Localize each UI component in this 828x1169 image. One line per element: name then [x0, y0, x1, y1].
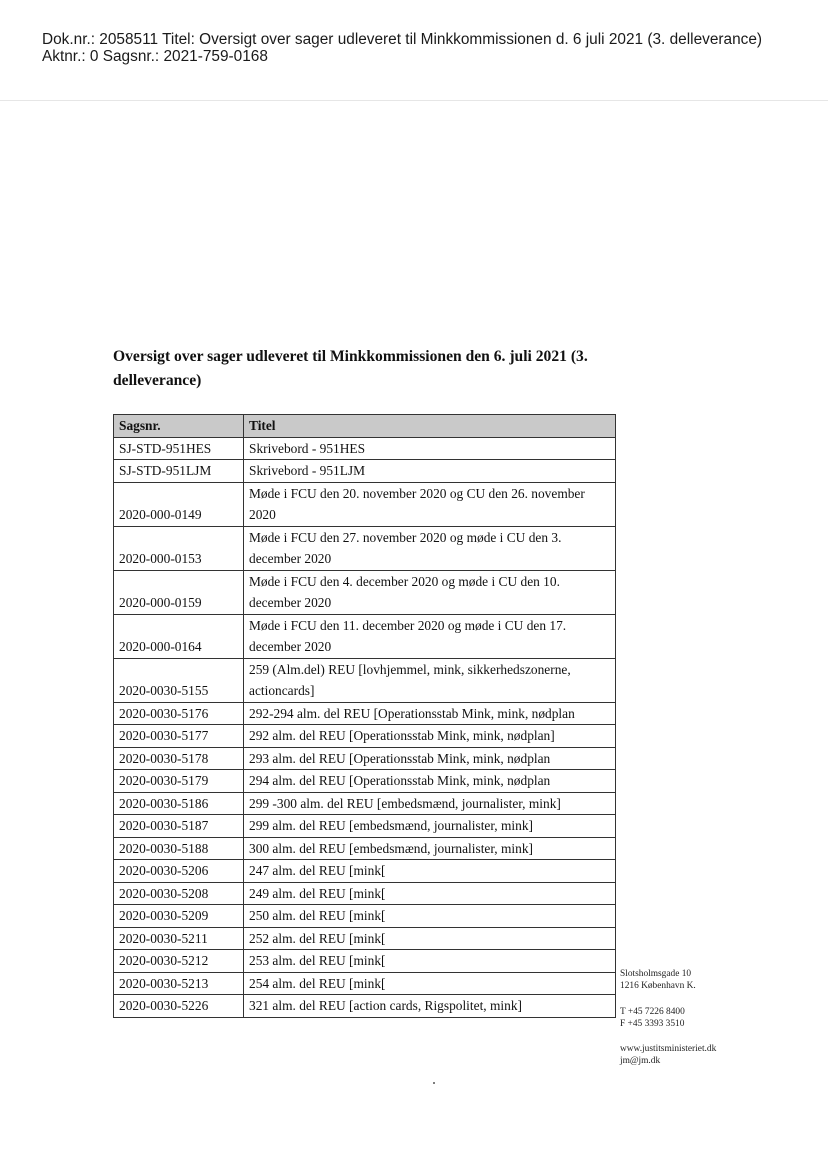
cell-titel: 292 alm. del REU [Operationsstab Mink, mink, nødplan]	[244, 725, 616, 748]
cell-titel: 321 alm. del REU [action cards, Rigspolitet, mink]	[244, 995, 616, 1018]
table-row	[114, 792, 616, 815]
table-row	[114, 882, 616, 905]
table-row	[114, 614, 616, 658]
cell-titel: 250 alm. del REU [mink[	[244, 905, 616, 928]
case-table	[113, 414, 616, 1018]
cell-sagsnr: SJ-STD-951HES	[114, 437, 244, 460]
cell-sagsnr: 2020-0030-5208	[114, 882, 244, 905]
scan-speck	[433, 1082, 435, 1084]
cell-sagsnr: 2020-0030-5177	[114, 725, 244, 748]
contact-phones	[620, 1006, 760, 1030]
table-row	[114, 905, 616, 928]
cell-titel: 299 alm. del REU [embedsmænd, journalister, mink]	[244, 815, 616, 838]
contact-phone: T +45 7226 8400	[620, 1007, 685, 1017]
cell-titel: 253 alm. del REU [mink[	[244, 950, 616, 973]
cell-titel: Møde i FCU den 20. november 2020 og CU den 26. november 2020	[244, 482, 616, 526]
cell-sagsnr: 2020-0030-5178	[114, 747, 244, 770]
contact-street: Slotsholmsgade 10	[620, 969, 692, 979]
contact-city: 1216 København K.	[620, 981, 696, 992]
cell-titel: 292-294 alm. del REU [Operationsstab Mink, mink, nødplan	[244, 702, 616, 725]
cell-sagsnr: 2020-0030-5212	[114, 950, 244, 973]
contact-fax: F +45 3393 3510	[620, 1019, 685, 1030]
table-row	[114, 460, 616, 483]
table-row	[114, 747, 616, 770]
table-row	[114, 482, 616, 526]
cell-sagsnr: 2020-000-0159	[114, 570, 244, 614]
cell-sagsnr: 2020-0030-5187	[114, 815, 244, 838]
cell-sagsnr: 2020-000-0149	[114, 482, 244, 526]
cell-sagsnr: 2020-000-0164	[114, 614, 244, 658]
contact-online	[620, 1043, 760, 1067]
header-doc-info: Dok.nr.: 2058511 Titel: Oversigt over sager udleveret til Minkkommissionen d. 6 juli 2021 (3. delleverance)	[42, 31, 763, 48]
cell-sagsnr: SJ-STD-951LJM	[114, 460, 244, 483]
cell-titel: 293 alm. del REU [Operationsstab Mink, mink, nødplan	[244, 747, 616, 770]
table-row	[114, 950, 616, 973]
cell-sagsnr: 2020-0030-5226	[114, 995, 244, 1018]
cell-titel: 252 alm. del REU [mink[	[244, 927, 616, 950]
cell-titel: Skrivebord - 951HES	[244, 437, 616, 460]
document-header	[42, 31, 812, 65]
cell-titel: 294 alm. del REU [Operationsstab Mink, mink, nødplan	[244, 770, 616, 793]
cell-sagsnr: 2020-0030-5206	[114, 860, 244, 883]
table-row	[114, 972, 616, 995]
table-body	[114, 437, 616, 1017]
table-row	[114, 702, 616, 725]
cell-titel: Møde i FCU den 11. december 2020 og møde i CU den 17. december 2020	[244, 614, 616, 658]
table-row	[114, 526, 616, 570]
table-row	[114, 437, 616, 460]
cell-sagsnr: 2020-0030-5186	[114, 792, 244, 815]
table-row	[114, 770, 616, 793]
cell-titel: Møde i FCU den 4. december 2020 og møde i CU den 10. december 2020	[244, 570, 616, 614]
table-row	[114, 570, 616, 614]
scan-artifact-line	[0, 100, 828, 101]
cell-titel: Møde i FCU den 27. november 2020 og møde i CU den 3. december 2020	[244, 526, 616, 570]
contact-address	[620, 968, 760, 992]
cell-sagsnr: 2020-0030-5176	[114, 702, 244, 725]
cell-sagsnr: 2020-000-0153	[114, 526, 244, 570]
cell-sagsnr: 2020-0030-5209	[114, 905, 244, 928]
cell-titel: 299 -300 alm. del REU [embedsmænd, journalister, mink]	[244, 792, 616, 815]
header-case-info: Aktnr.: 0 Sagsnr.: 2021-759-0168	[42, 48, 268, 65]
cell-sagsnr: 2020-0030-5188	[114, 837, 244, 860]
contact-email: jm@jm.dk	[620, 1056, 661, 1067]
table-header-row	[114, 415, 616, 438]
cell-titel: Skrivebord - 951LJM	[244, 460, 616, 483]
contact-website: www.justitsministeriet.dk	[620, 1044, 717, 1054]
table-row	[114, 927, 616, 950]
table-row	[114, 815, 616, 838]
cell-sagsnr: 2020-0030-5211	[114, 927, 244, 950]
cell-titel: 300 alm. del REU [embedsmænd, journalister, mink]	[244, 837, 616, 860]
table-row	[114, 860, 616, 883]
cell-titel: 259 (Alm.del) REU [lovhjemmel, mink, sikkerhedszonerne, actioncards]	[244, 658, 616, 702]
cell-sagsnr: 2020-0030-5213	[114, 972, 244, 995]
cell-sagsnr: 2020-0030-5179	[114, 770, 244, 793]
cell-titel: 249 alm. del REU [mink[	[244, 882, 616, 905]
table-row	[114, 995, 616, 1018]
cell-sagsnr: 2020-0030-5155	[114, 658, 244, 702]
column-header-titel: Titel	[244, 415, 616, 438]
table-row	[114, 725, 616, 748]
cell-titel: 254 alm. del REU [mink[	[244, 972, 616, 995]
document-title: Oversigt over sager udleveret til Minkkommissionen den 6. juli 2021 (3. delleverance)	[113, 348, 588, 389]
table-row	[114, 837, 616, 860]
column-header-sagsnr: Sagsnr.	[114, 415, 244, 438]
table-row	[114, 658, 616, 702]
cell-titel: 247 alm. del REU [mink[	[244, 860, 616, 883]
